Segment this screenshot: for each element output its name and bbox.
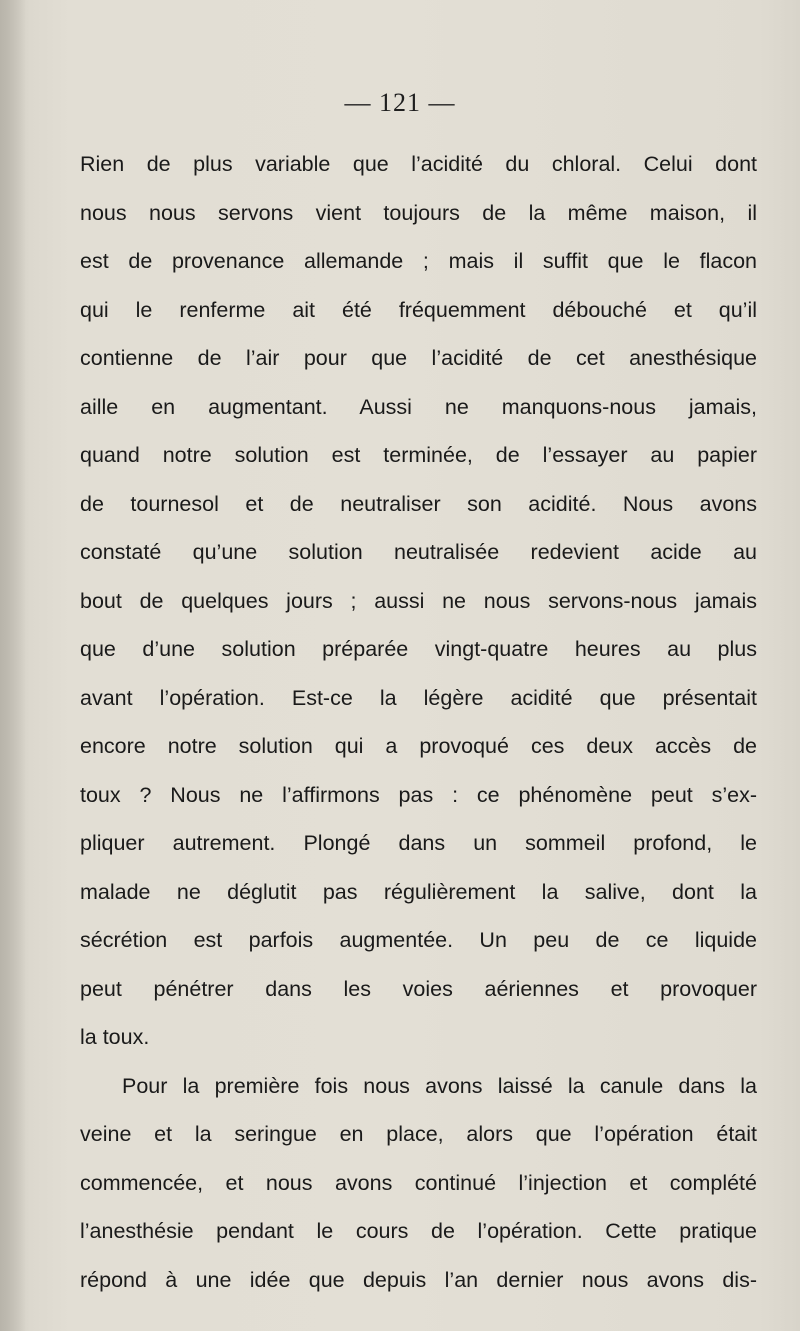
paragraph-1-line-8: de tournesol et de neutraliser son acidité. Nous avons [80,491,757,516]
paragraph-2-line-1: Pour la première fois nous avons laissé la canule dans la [122,1073,757,1098]
page-number: — 121 — [344,88,456,117]
paragraph-1-line-12: avant l’opération. Est-ce la légère acidité que présentait [80,685,757,710]
paragraph-1-line-5: contienne de l’air pour que l’acidité de cet anesthésique [80,346,757,370]
paragraph-1-line-15: pliquer autrement. Plongé dans un sommeil profond, le [80,831,757,855]
body-text [80,140,757,1304]
paragraph-2-line-5: répond à une idée que depuis l’an dernier nous avons dis- [80,1267,757,1292]
paragraph-1-line-16: malade ne déglutit pas régulièrement la salive, dont la [80,879,757,904]
paragraph-1-line-3: est de provenance allemande ; mais il suffit que le flacon [80,249,757,273]
paragraph-1-line-9: constaté qu’une solution neutralisée redevient acide au [80,540,757,564]
paragraph-1-line-6: aille en augmentant. Aussi ne manquons-nous jamais, [80,394,757,419]
paragraph-2-line-3: commencée, et nous avons continué l’injection et complété [80,1170,757,1195]
paragraph-2-line-2: veine et la seringue en place, alors que l’opération était [80,1122,757,1146]
paragraph-1-line-7: quand notre solution est terminée, de l’essayer au papier [80,443,757,467]
paragraph-1-line-2: nous nous servons vient toujours de la même maison, il [80,200,757,225]
paragraph-2-line-4: l’anesthésie pendant le cours de l’opération. Cette pratique [80,1219,757,1243]
paragraph-1-line-13: encore notre solution qui a provoqué ces deux accès de [80,734,757,758]
paragraph-1-line-18: peut pénétrer dans les voies aériennes et provoquer [80,976,757,1001]
paragraph-1-line-19: la toux. [80,1025,150,1049]
paragraph-1-line-14: toux ? Nous ne l’affirmons pas : ce phénomène peut s’ex- [80,782,757,807]
paragraph-1-line-11: que d’une solution préparée vingt-quatre heures au plus [80,637,757,661]
page-shadow-edge [0,0,26,1331]
paragraph-1-line-1: Rien de plus variable que l’acidité du chloral. Celui dont [80,152,757,176]
paragraph-1-line-4: qui le renferme ait été fréquemment débouché et qu’il [80,297,757,322]
paragraph-1-line-10: bout de quelques jours ; aussi ne nous servons-nous jamais [80,588,757,613]
paragraph-1-line-17: sécrétion est parfois augmentée. Un peu de ce liquide [80,928,757,952]
